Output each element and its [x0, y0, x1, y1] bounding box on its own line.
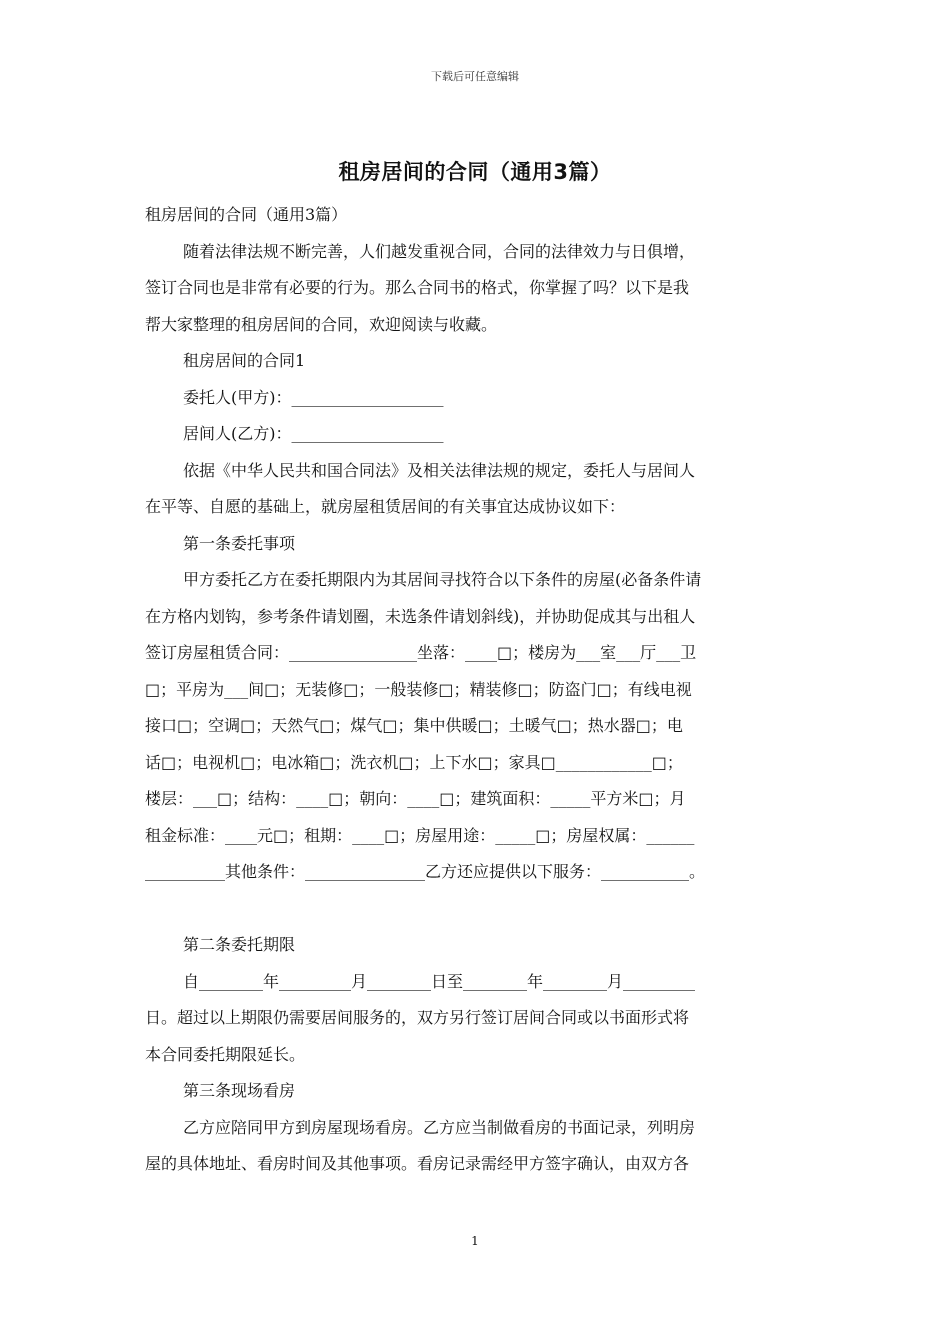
paragraph-line: 帮大家整理的租房居间的合同，欢迎阅读与收藏。	[145, 314, 498, 334]
paragraph-line: 租金标准：____元□；租期：____□；房屋用途：_____□；房屋权属：______	[145, 825, 695, 845]
paragraph-line: 依据《中华人民共和国合同法》及相关法律法规的规定，委托人与居间人	[183, 460, 696, 480]
section-heading: 租房居间的合同1	[183, 351, 306, 370]
document-body	[145, 197, 810, 1183]
paragraph-line: 甲方委托乙方在委托期限内为其居间寻找符合以下条件的房屋(必备条件请	[183, 570, 702, 589]
subtitle-line: 租房居间的合同（通用3篇）	[145, 205, 348, 224]
paragraph-line: 乙方应陪同甲方到房屋现场看房。乙方应当制做看房的书面记录，列明房	[183, 1117, 696, 1137]
header-note: 下载后可任意编辑	[431, 70, 519, 83]
paragraph-line: 日。超过以上期限仍需要居间服务的，双方另行签订居间合同或以书面形式将	[145, 1008, 690, 1027]
paragraph-line: 在平等、自愿的基础上，就房屋租赁居间的有关事宜达成协议如下：	[145, 497, 626, 516]
document-title: 租房居间的合同（通用3篇）	[338, 160, 612, 184]
paragraph-line: 楼层：___□；结构：____□；朝向：____□；建筑面积：_____平方米□；月	[145, 789, 686, 808]
article-heading: 第三条现场看房	[183, 1081, 296, 1100]
paragraph-line: 本合同委托期限延长。	[145, 1044, 306, 1064]
article-heading: 第二条委托期限	[183, 935, 296, 954]
paragraph-gap	[145, 891, 810, 928]
paragraph-line: □；平房为___间□；无装修□；一般装修□；精装修□；防盗门□；有线电视	[145, 679, 692, 699]
paragraph-line: 签订房屋租赁合同：________________坐落：____□；楼房为___室___厅___卫	[145, 643, 697, 662]
paragraph-line: 屋的具体地址、看房时间及其他事项。看房记录需经甲方签字确认，由双方各	[145, 1154, 690, 1173]
client-party-line: 委托人(甲方)：___________________	[183, 387, 444, 407]
paragraph-line: 话□；电视机□；电冰箱□；洗衣机□；上下水□；家具□____________□；	[145, 752, 683, 772]
paragraph-line: __________其他条件：_______________乙方还应提供以下服务：___________。	[145, 862, 706, 881]
paragraph-line: 签订合同也是非常有必要的行为。那么合同书的格式，你掌握了吗？以下是我	[145, 278, 690, 297]
agent-party-line: 居间人(乙方)：___________________	[183, 424, 444, 443]
paragraph-line: 自________年_________月________日至________年________月_________	[183, 971, 696, 991]
page-number: 1	[471, 1234, 479, 1248]
paragraph-line: 在方格内划钩，参考条件请划圈，未选条件请划斜线)，并协助促成其与出租人	[145, 606, 696, 626]
paragraph-line: 随着法律法规不断完善，人们越发重视合同，合同的法律效力与日俱增，	[183, 241, 696, 261]
article-heading: 第一条委托事项	[183, 533, 296, 553]
paragraph-line: 接口□；空调□；天然气□；煤气□；集中供暖□；土暖气□；热水器□；电	[145, 716, 683, 735]
